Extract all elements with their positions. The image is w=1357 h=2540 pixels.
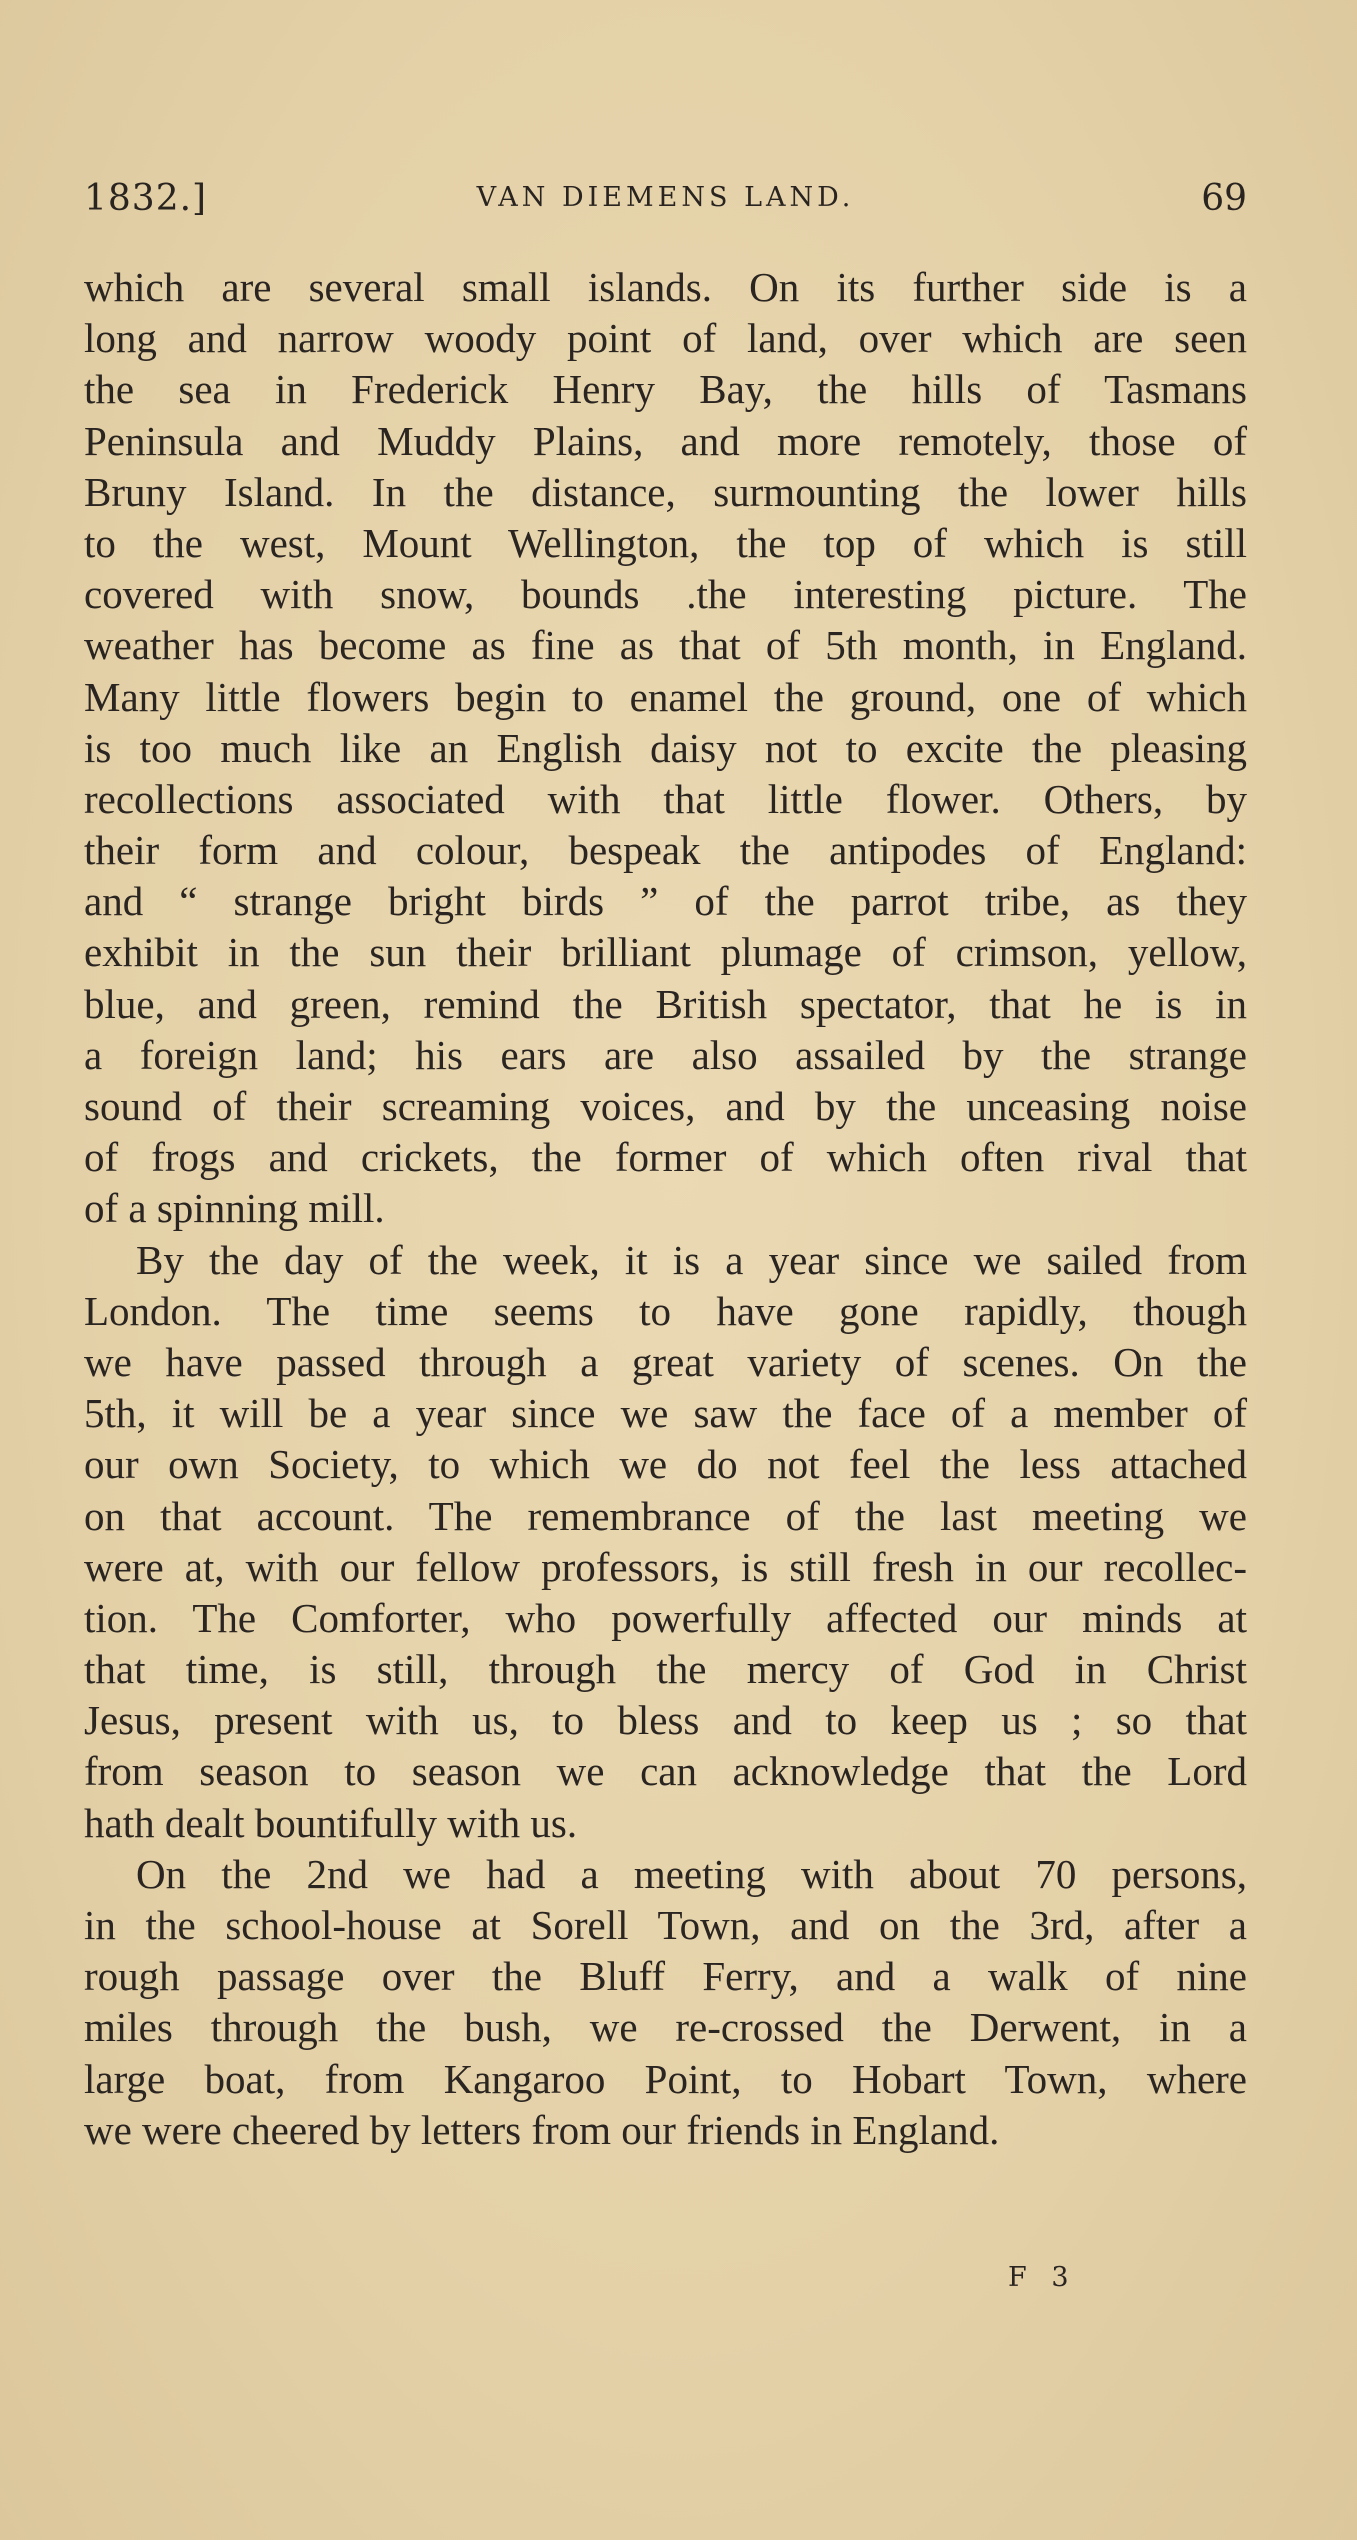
text-line: the sea in Frederick Henry Bay, the hills of Tasmans	[84, 366, 1247, 413]
text-line: weather has become as fine as that of 5th month, in England.	[84, 622, 1247, 669]
text-line: of frogs and crickets, the former of which often rival that	[84, 1134, 1247, 1181]
text-line: we have passed through a great variety of scenes. On the	[84, 1338, 1247, 1385]
text-line: of a spinning mill.	[84, 1185, 385, 1232]
text-line: our own Society, to which we do not feel the less attached	[84, 1441, 1247, 1488]
text-line: Peninsula and Muddy Plains, and more remotely, those of	[84, 417, 1247, 464]
text-line: 5th, it will be a year since we saw the face of a member of	[84, 1390, 1247, 1437]
text-line: recollections associated with that little flower. Others, by	[84, 775, 1247, 822]
text-line: to the west, Mount Wellington, the top of which is still	[84, 519, 1247, 566]
text-line: which are several small islands. On its further side is a	[84, 264, 1247, 310]
text-line: were at, with our fellow professors, is still fresh in our recollec-	[84, 1543, 1247, 1590]
text-line: we were cheered by letters from our friends in England.	[84, 2106, 1000, 2153]
text-line: Many little flowers begin to enamel the ground, one of which	[84, 673, 1247, 720]
text-line: from season to season we can acknowledge that the Lord	[84, 1748, 1247, 1795]
page-number: 69	[1201, 178, 1247, 219]
text-line: Bruny Island. In the distance, surmounting the lower hills	[84, 468, 1247, 515]
body-text	[84, 262, 1247, 2156]
text-line: is too much like an English daisy not to excite the pleasing	[84, 724, 1247, 771]
text-line: large boat, from Kangaroo Point, to Hobart Town, where	[84, 2055, 1247, 2102]
text-line: that time, is still, through the mercy of God in Christ	[84, 1646, 1247, 1693]
header-year: 1832.]	[84, 178, 208, 219]
text-line: By the day of the week, it is a year since we sailed from	[136, 1236, 1247, 1283]
text-line: exhibit in the sun their brilliant plumage of crimson, yellow,	[84, 929, 1247, 976]
text-line: blue, and green, remind the British spectator, that he is in	[84, 980, 1247, 1027]
text-line: rough passage over the Bluff Ferry, and a walk of nine	[84, 1953, 1247, 2000]
text-line: Jesus, present with us, to bless and to keep us ; so that	[84, 1697, 1247, 1744]
text-line: sound of their screaming voices, and by the unceasing noise	[84, 1083, 1247, 1129]
text-line: miles through the bush, we re-crossed the Derwent, in a	[84, 2004, 1247, 2051]
header-title: VAN DIEMENS LAND.	[476, 182, 855, 213]
text-line: their form and colour, bespeak the antipodes of England:	[84, 827, 1247, 874]
text-line: in the school-house at Sorell Town, and on the 3rd, after a	[84, 1902, 1247, 1948]
text-line: London. The time seems to have gone rapidly, though	[84, 1287, 1247, 1334]
text-line: tion. The Comforter, who powerfully affected our minds at	[84, 1594, 1247, 1641]
text-line: hath dealt bountifully with us.	[84, 1799, 578, 1846]
text-line: long and narrow woody point of land, over which are seen	[84, 315, 1247, 362]
text-line: On the 2nd we had a meeting with about 70 persons,	[136, 1850, 1247, 1897]
text-line: and “ strange bright birds ” of the parrot tribe, as they	[84, 878, 1247, 925]
signature-mark: F 3	[1008, 2262, 1077, 2293]
text-line: on that account. The remembrance of the last meeting we	[84, 1492, 1247, 1539]
text-line: a foreign land; his ears are also assailed by the strange	[84, 1031, 1247, 1078]
running-header	[84, 178, 1247, 230]
text-line: covered with snow, bounds .the interesting picture. The	[84, 571, 1247, 618]
